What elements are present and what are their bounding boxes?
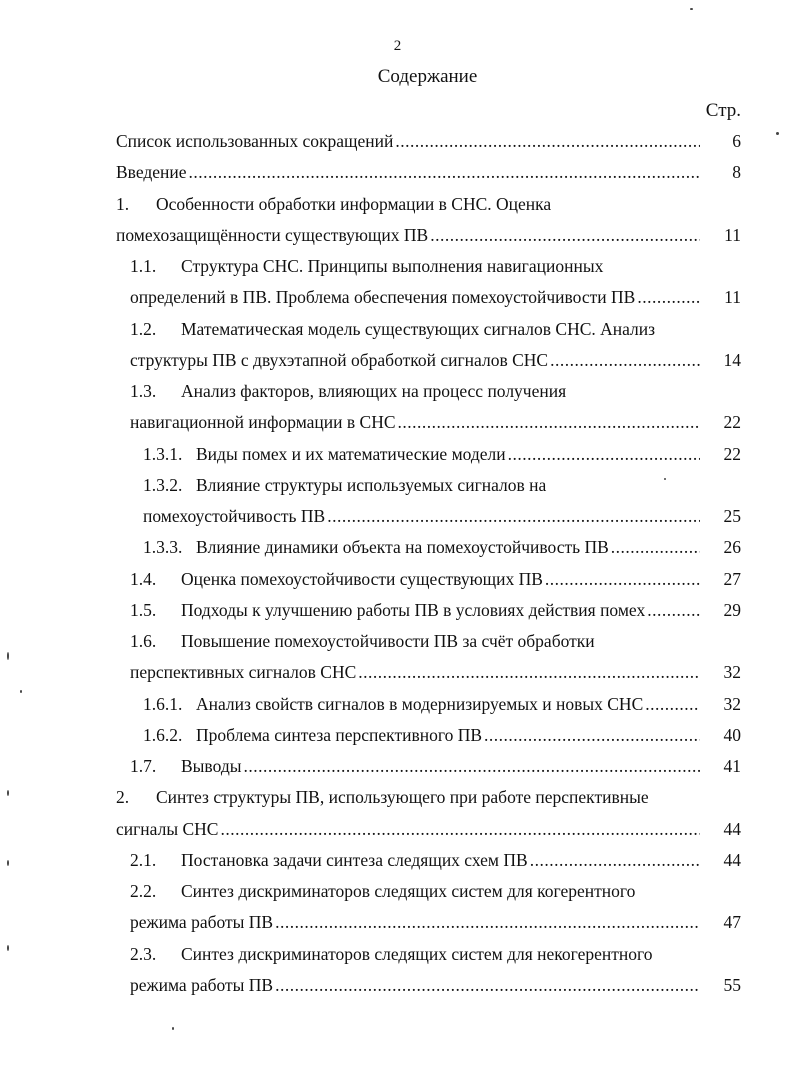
toc-entry-leader [196, 720, 700, 751]
toc-entry-page: 22 [723, 412, 741, 433]
dot-leader [545, 564, 700, 595]
toc-entry-leader [116, 126, 700, 157]
toc-entry-page: 47 [723, 912, 741, 933]
toc-row [0, 876, 795, 907]
toc-row [0, 501, 795, 532]
toc-entry-page: 41 [723, 756, 741, 776]
toc-entry-leader [130, 345, 700, 376]
toc-entry-text: Виды помех и их математические модели [196, 443, 506, 464]
toc-entry-text: сигналы СНС [116, 818, 219, 839]
dot-leader [275, 970, 700, 1001]
toc-entry-page: 29 [723, 599, 741, 620]
scan-speck [664, 478, 666, 480]
toc-entry-text: Постановка задачи синтеза следящих схем ПВ [181, 849, 528, 870]
toc-entry-leader [130, 657, 700, 688]
dot-leader [243, 751, 700, 782]
toc-entry-page: 11 [724, 287, 741, 308]
toc-row [0, 282, 795, 313]
toc-entry-leader [130, 907, 700, 938]
dot-leader [398, 407, 700, 438]
toc-entry-number: 1.4. [130, 568, 157, 589]
dot-leader [637, 282, 700, 313]
toc-entry-leader [196, 439, 700, 470]
page-column-header: Стр. [705, 100, 741, 121]
toc-entry-leader [181, 751, 700, 782]
toc-row [0, 907, 795, 938]
scan-speck [690, 8, 693, 10]
toc-row [0, 626, 795, 657]
toc-entry-number: 1.3. [130, 381, 157, 401]
toc-entry-text: Список использованных сокращений [116, 131, 394, 151]
toc-row [0, 782, 795, 813]
toc-row [0, 657, 795, 688]
scan-speck [7, 860, 9, 866]
toc-entry-number: 1.5. [130, 599, 157, 620]
toc-entry-text: Оценка помехоустойчивости существующих ПВ [181, 568, 543, 589]
toc-entry-page: 11 [724, 224, 741, 245]
dot-leader [645, 689, 700, 720]
toc-entry-leader [116, 220, 700, 251]
toc-entry-page: 32 [723, 662, 741, 683]
toc-entry-page: 22 [723, 443, 741, 464]
toc-row [0, 970, 795, 1001]
dot-leader [430, 220, 700, 251]
toc-row [0, 720, 795, 751]
toc-entry-number: 1.7. [130, 756, 157, 776]
toc-row [0, 470, 795, 501]
toc-entry-number: 1.2. [130, 318, 157, 339]
dot-leader [647, 595, 700, 626]
table-of-contents [0, 126, 795, 1001]
page-number: 2 [393, 38, 402, 54]
toc-entry-text: Повышение помехоустойчивости ПВ за счёт обработки [181, 631, 595, 651]
toc-entry-leader [143, 501, 700, 532]
dot-leader [275, 907, 700, 938]
toc-row [0, 157, 795, 188]
toc-entry-page: 6 [732, 131, 741, 151]
toc-entry-page: 27 [723, 568, 741, 589]
toc-entry-leader [130, 970, 700, 1001]
toc-entry-page: 55 [723, 974, 741, 995]
toc-entry-page: 25 [723, 506, 741, 526]
toc-row [0, 220, 795, 251]
toc-entry-page: 44 [723, 818, 741, 839]
toc-row [0, 376, 795, 407]
toc-entry-leader [196, 689, 700, 720]
toc-entry-text: Введение [116, 162, 187, 183]
toc-row [0, 595, 795, 626]
dot-leader [220, 814, 700, 845]
toc-row [0, 939, 795, 970]
toc-entry-text: помехоустойчивость ПВ [143, 506, 326, 526]
toc-entry-leader [181, 845, 700, 876]
toc-entry-text: определений в ПВ. Проблема обеспечения помехоустойчивости ПВ [130, 287, 636, 308]
toc-row [0, 532, 795, 563]
toc-entry-text: структуры ПВ с двухэтапной обработкой сигналов СНС [130, 349, 549, 370]
dot-leader [508, 439, 700, 470]
toc-entry-text: Структура СНС. Принципы выполнения навигационных [181, 256, 604, 276]
dot-leader [484, 720, 700, 751]
page-title: Содержание [377, 66, 478, 87]
scan-speck [7, 945, 9, 951]
toc-entry-number: 1.3.1. [143, 443, 183, 464]
toc-entry-number: 1.3.3. [143, 537, 183, 558]
scan-speck [776, 132, 779, 135]
toc-entry-number: 1.6.2. [143, 724, 183, 745]
toc-entry-text: Анализ свойств сигналов в модернизируемых и новых СНС [196, 693, 644, 714]
toc-entry-page: 26 [723, 537, 741, 558]
toc-entry-text: Синтез дискриминаторов следящих систем для когерентного [181, 881, 636, 901]
toc-entry-page: 8 [732, 162, 741, 183]
toc-entry-leader [181, 564, 700, 595]
toc-entry-page: 40 [723, 724, 741, 745]
toc-row [0, 345, 795, 376]
toc-row [0, 407, 795, 438]
dot-leader [395, 126, 700, 157]
dot-leader [358, 657, 700, 688]
toc-entry-text: режима работы ПВ [130, 974, 274, 995]
toc-entry-text: Выводы [181, 756, 242, 776]
toc-entry-text: Подходы к улучшению работы ПВ в условиях действия помех [181, 599, 646, 620]
toc-entry-text: режима работы ПВ [130, 912, 274, 933]
toc-entry-text: Проблема синтеза перспективного ПВ [196, 724, 483, 745]
toc-entry-text: Анализ факторов, влияющих на процесс получения [181, 381, 567, 401]
toc-entry-leader [181, 595, 700, 626]
toc-row [0, 689, 795, 720]
toc-entry-text: перспективных сигналов СНС [130, 662, 357, 683]
toc-entry-number: 1.3.2. [143, 474, 183, 495]
toc-entry-leader [130, 282, 700, 313]
dot-leader [189, 157, 700, 188]
scan-speck [7, 652, 9, 660]
dot-leader [530, 845, 700, 876]
dot-leader [611, 532, 700, 563]
toc-entry-number: 2.2. [130, 881, 157, 901]
toc-entry-number: 1.1. [130, 256, 157, 276]
toc-row [0, 251, 795, 282]
toc-row [0, 189, 795, 220]
toc-entry-text: Синтез структуры ПВ, использующего при работе перспективные [156, 787, 649, 808]
dot-leader [550, 345, 700, 376]
toc-entry-page: 14 [723, 349, 741, 370]
toc-row [0, 439, 795, 470]
toc-row [0, 751, 795, 782]
toc-entry-number: 2.1. [130, 849, 157, 870]
toc-entry-number: 1. [116, 193, 130, 214]
dot-leader [327, 501, 700, 532]
toc-row [0, 126, 795, 157]
scan-speck [172, 1027, 174, 1030]
toc-entry-leader [116, 157, 700, 188]
toc-entry-leader [130, 407, 700, 438]
toc-entry-leader [116, 814, 700, 845]
toc-entry-leader [196, 532, 700, 563]
toc-entry-text: Синтез дискриминаторов следящих систем для некогерентного [181, 943, 653, 964]
toc-entry-text: Влияние структуры используемых сигналов на [196, 474, 547, 495]
toc-entry-page: 44 [723, 849, 741, 870]
toc-entry-text: навигационной информации в СНС [130, 412, 396, 433]
toc-entry-text: Математическая модель существующих сигналов СНС. Анализ [181, 318, 656, 339]
toc-entry-number: 1.6. [130, 631, 157, 651]
toc-row [0, 845, 795, 876]
toc-entry-text: Особенности обработки информации в СНС. Оценка [156, 193, 552, 214]
scan-speck [7, 790, 9, 796]
toc-row [0, 814, 795, 845]
toc-entry-number: 2.3. [130, 943, 157, 964]
toc-row [0, 564, 795, 595]
toc-entry-number: 2. [116, 787, 130, 808]
toc-entry-number: 1.6.1. [143, 693, 183, 714]
toc-entry-text: Влияние динамики объекта на помехоустойчивость ПВ [196, 537, 609, 558]
toc-entry-text: помехозащищённости существующих ПВ [116, 224, 429, 245]
toc-entry-page: 32 [723, 693, 741, 714]
toc-row [0, 314, 795, 345]
scan-speck [20, 690, 22, 693]
